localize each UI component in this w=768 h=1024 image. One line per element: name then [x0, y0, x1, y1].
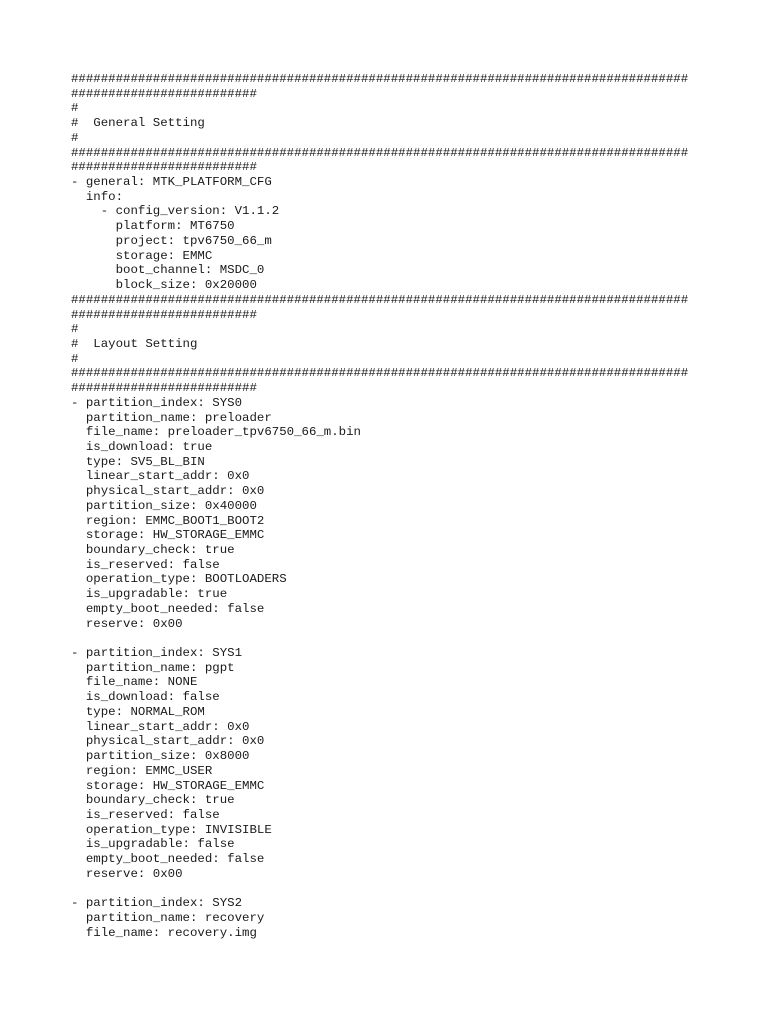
doc-line: #########################	[71, 307, 257, 322]
doc-line: partition_name: preloader	[71, 410, 272, 425]
doc-line: ###################################################################################	[71, 292, 689, 307]
doc-line: ###################################################################################	[71, 366, 689, 381]
doc-line: - partition_index: SYS2	[71, 896, 243, 911]
doc-line: storage: EMMC	[71, 248, 213, 263]
doc-line: #########################	[71, 381, 257, 396]
doc-line: info:	[71, 189, 124, 204]
doc-line: #########################	[71, 160, 257, 175]
doc-line: block_size: 0x20000	[71, 278, 257, 293]
doc-line: is_upgradable: false	[71, 837, 235, 852]
doc-line: linear_start_addr: 0x0	[71, 469, 250, 484]
doc-line: is_reserved: false	[71, 807, 220, 822]
doc-line	[71, 882, 688, 897]
doc-line: #	[71, 322, 79, 337]
doc-line: storage: HW_STORAGE_EMMC	[71, 528, 265, 543]
document-text	[71, 72, 688, 940]
doc-line: platform: MT6750	[71, 219, 235, 234]
section-heading-general: # General Setting	[71, 116, 205, 131]
doc-line: region: EMMC_USER	[71, 763, 213, 778]
doc-line: partition_name: pgpt	[71, 660, 235, 675]
doc-line: partition_size: 0x40000	[71, 498, 257, 513]
doc-line: is_download: false	[71, 690, 220, 705]
doc-line: storage: HW_STORAGE_EMMC	[71, 778, 265, 793]
doc-line: #	[71, 130, 79, 145]
doc-line: - config_version: V1.1.2	[71, 204, 280, 219]
doc-line	[71, 631, 688, 646]
doc-line: #	[71, 101, 79, 116]
doc-line: operation_type: INVISIBLE	[71, 822, 272, 837]
doc-line: reserve: 0x00	[71, 866, 183, 881]
doc-line: partition_size: 0x8000	[71, 749, 250, 764]
doc-line: is_download: true	[71, 439, 213, 454]
doc-line: - partition_index: SYS0	[71, 395, 243, 410]
doc-line: physical_start_addr: 0x0	[71, 734, 265, 749]
doc-line: ###################################################################################	[71, 72, 689, 86]
doc-line: region: EMMC_BOOT1_BOOT2	[71, 513, 265, 528]
doc-line: operation_type: BOOTLOADERS	[71, 572, 287, 587]
doc-line: file_name: NONE	[71, 675, 198, 690]
doc-line: boot_channel: MSDC_0	[71, 263, 265, 278]
doc-line: project: tpv6750_66_m	[71, 233, 272, 248]
doc-line: - general: MTK_PLATFORM_CFG	[71, 175, 272, 190]
doc-line: boundary_check: true	[71, 543, 235, 557]
doc-line: empty_boot_needed: false	[71, 852, 265, 867]
doc-line: #########################	[71, 86, 257, 101]
doc-line: partition_name: recovery	[71, 910, 265, 925]
doc-line: is_upgradable: true	[71, 587, 228, 602]
doc-line: reserve: 0x00	[71, 616, 183, 631]
doc-line: empty_boot_needed: false	[71, 601, 265, 616]
doc-line: #	[71, 351, 79, 366]
doc-line: physical_start_addr: 0x0	[71, 484, 265, 499]
doc-line: type: NORMAL_ROM	[71, 704, 205, 719]
doc-line: type: SV5_BL_BIN	[71, 454, 205, 469]
doc-line: ###################################################################################	[71, 145, 689, 160]
doc-line: linear_start_addr: 0x0	[71, 719, 250, 734]
doc-line: boundary_check: true	[71, 793, 235, 808]
doc-line: is_reserved: false	[71, 557, 220, 572]
section-heading-layout: # Layout Setting	[71, 336, 198, 351]
doc-line: - partition_index: SYS1	[71, 646, 243, 661]
doc-line: file_name: recovery.img	[71, 925, 257, 940]
doc-line: file_name: preloader_tpv6750_66_m.bin	[71, 425, 361, 440]
